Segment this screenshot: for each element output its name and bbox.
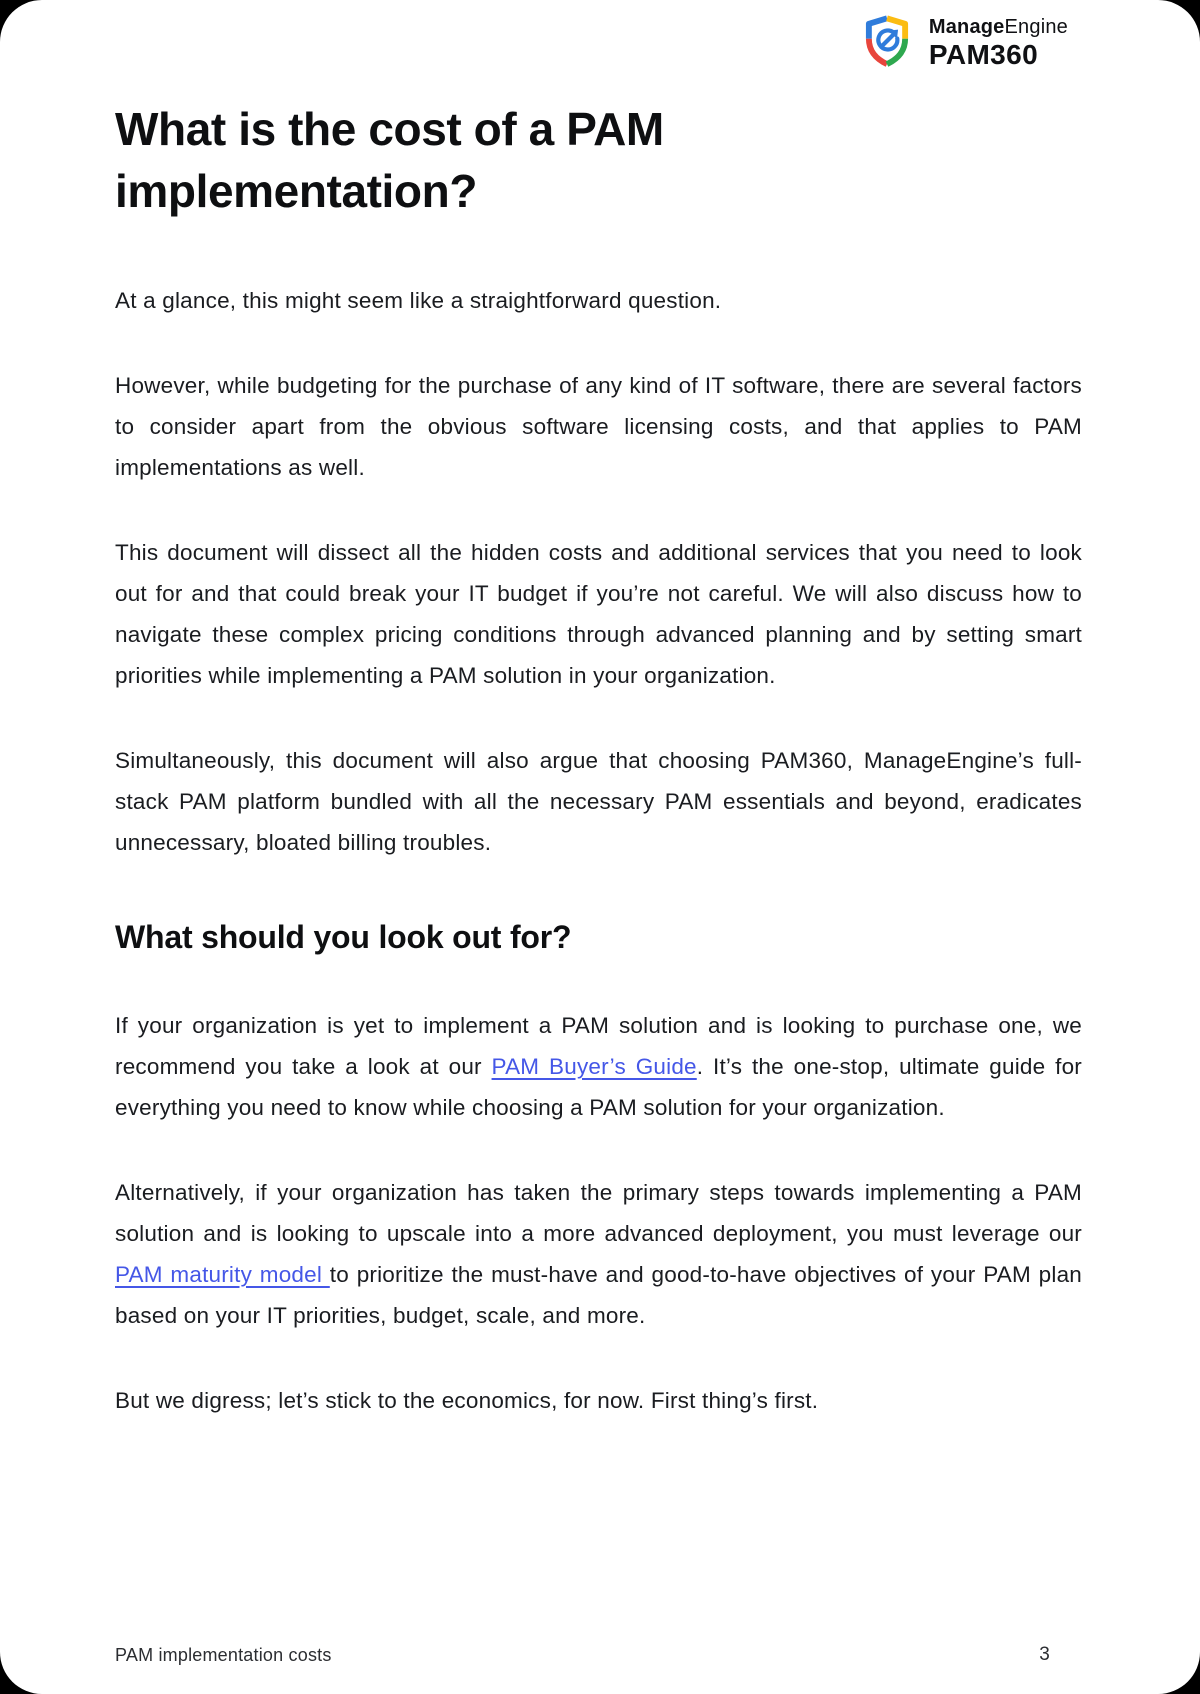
paragraph-hidden-costs: This document will dissect all the hidden costs and additional services that you need to look out for and that could break your IT budget if you’re not careful. We will also discuss how to navigate these complex pricing conditions through advanced planning and by setting smart priorities while implementing a PAM solution in your organization. [115,540,1082,688]
brand-bold-text: Manage [928,16,1005,39]
paragraph-intro: At a glance, this might seem like a straightforward question. [115,288,722,313]
pam-buyers-guide-link[interactable]: PAM Buyer’s Guide [491,1054,697,1079]
paragraph-maturity-model [115,1172,1082,1336]
text-run: If your organization is yet to implement a PAM solution and is looking to purchase one, we recommend you take a look at our [115,1013,1082,1079]
text-run: Alternatively, if your organization has taken the primary steps towards implementing a PAM solution and is looking to upscale into a more advanced deployment, you must leverage our [115,1180,1082,1246]
paragraph-closing: But we digress; let’s stick to the economics, for now. First thing’s first. [115,1388,819,1413]
page-title: What is the cost of a PAM implementation? [115,103,664,217]
pam-maturity-model-link[interactable]: PAM maturity model [115,1262,330,1287]
paragraph-buyers-guide [115,1005,1082,1128]
page-content [115,0,1082,1465]
pam360-wordmark: PAM360 [928,39,1039,71]
text-run: . It’s the one-stop, ultimate guide for everything you need to know while choosing a PAM solution for your organization. [115,1054,1082,1120]
brand-regular-text: Engine [1004,16,1068,39]
text-run: to prioritize the must-have and good-to-have objectives of your PAM plan based on your IT priorities, budget, scale, and more. [115,1262,1082,1328]
paragraph-pam360-argument: Simultaneously, this document will also argue that choosing PAM360, ManageEngine’s full-stack PAM platform bundled with all the necessary PAM essentials and beyond, eradicates unnecessary, bloated billing troubles. [115,748,1082,855]
section-heading: What should you look out for? [115,919,572,955]
page-footer [115,1644,1080,1666]
paragraph-budgeting: However, while budgeting for the purchase of any kind of IT software, there are several factors to consider apart from the obvious software licensing costs, and that applies to PAM implementations as well. [115,373,1082,480]
footer-doc-title: PAM implementation costs [115,1644,332,1665]
page-number: 3 [1039,1644,1050,1665]
